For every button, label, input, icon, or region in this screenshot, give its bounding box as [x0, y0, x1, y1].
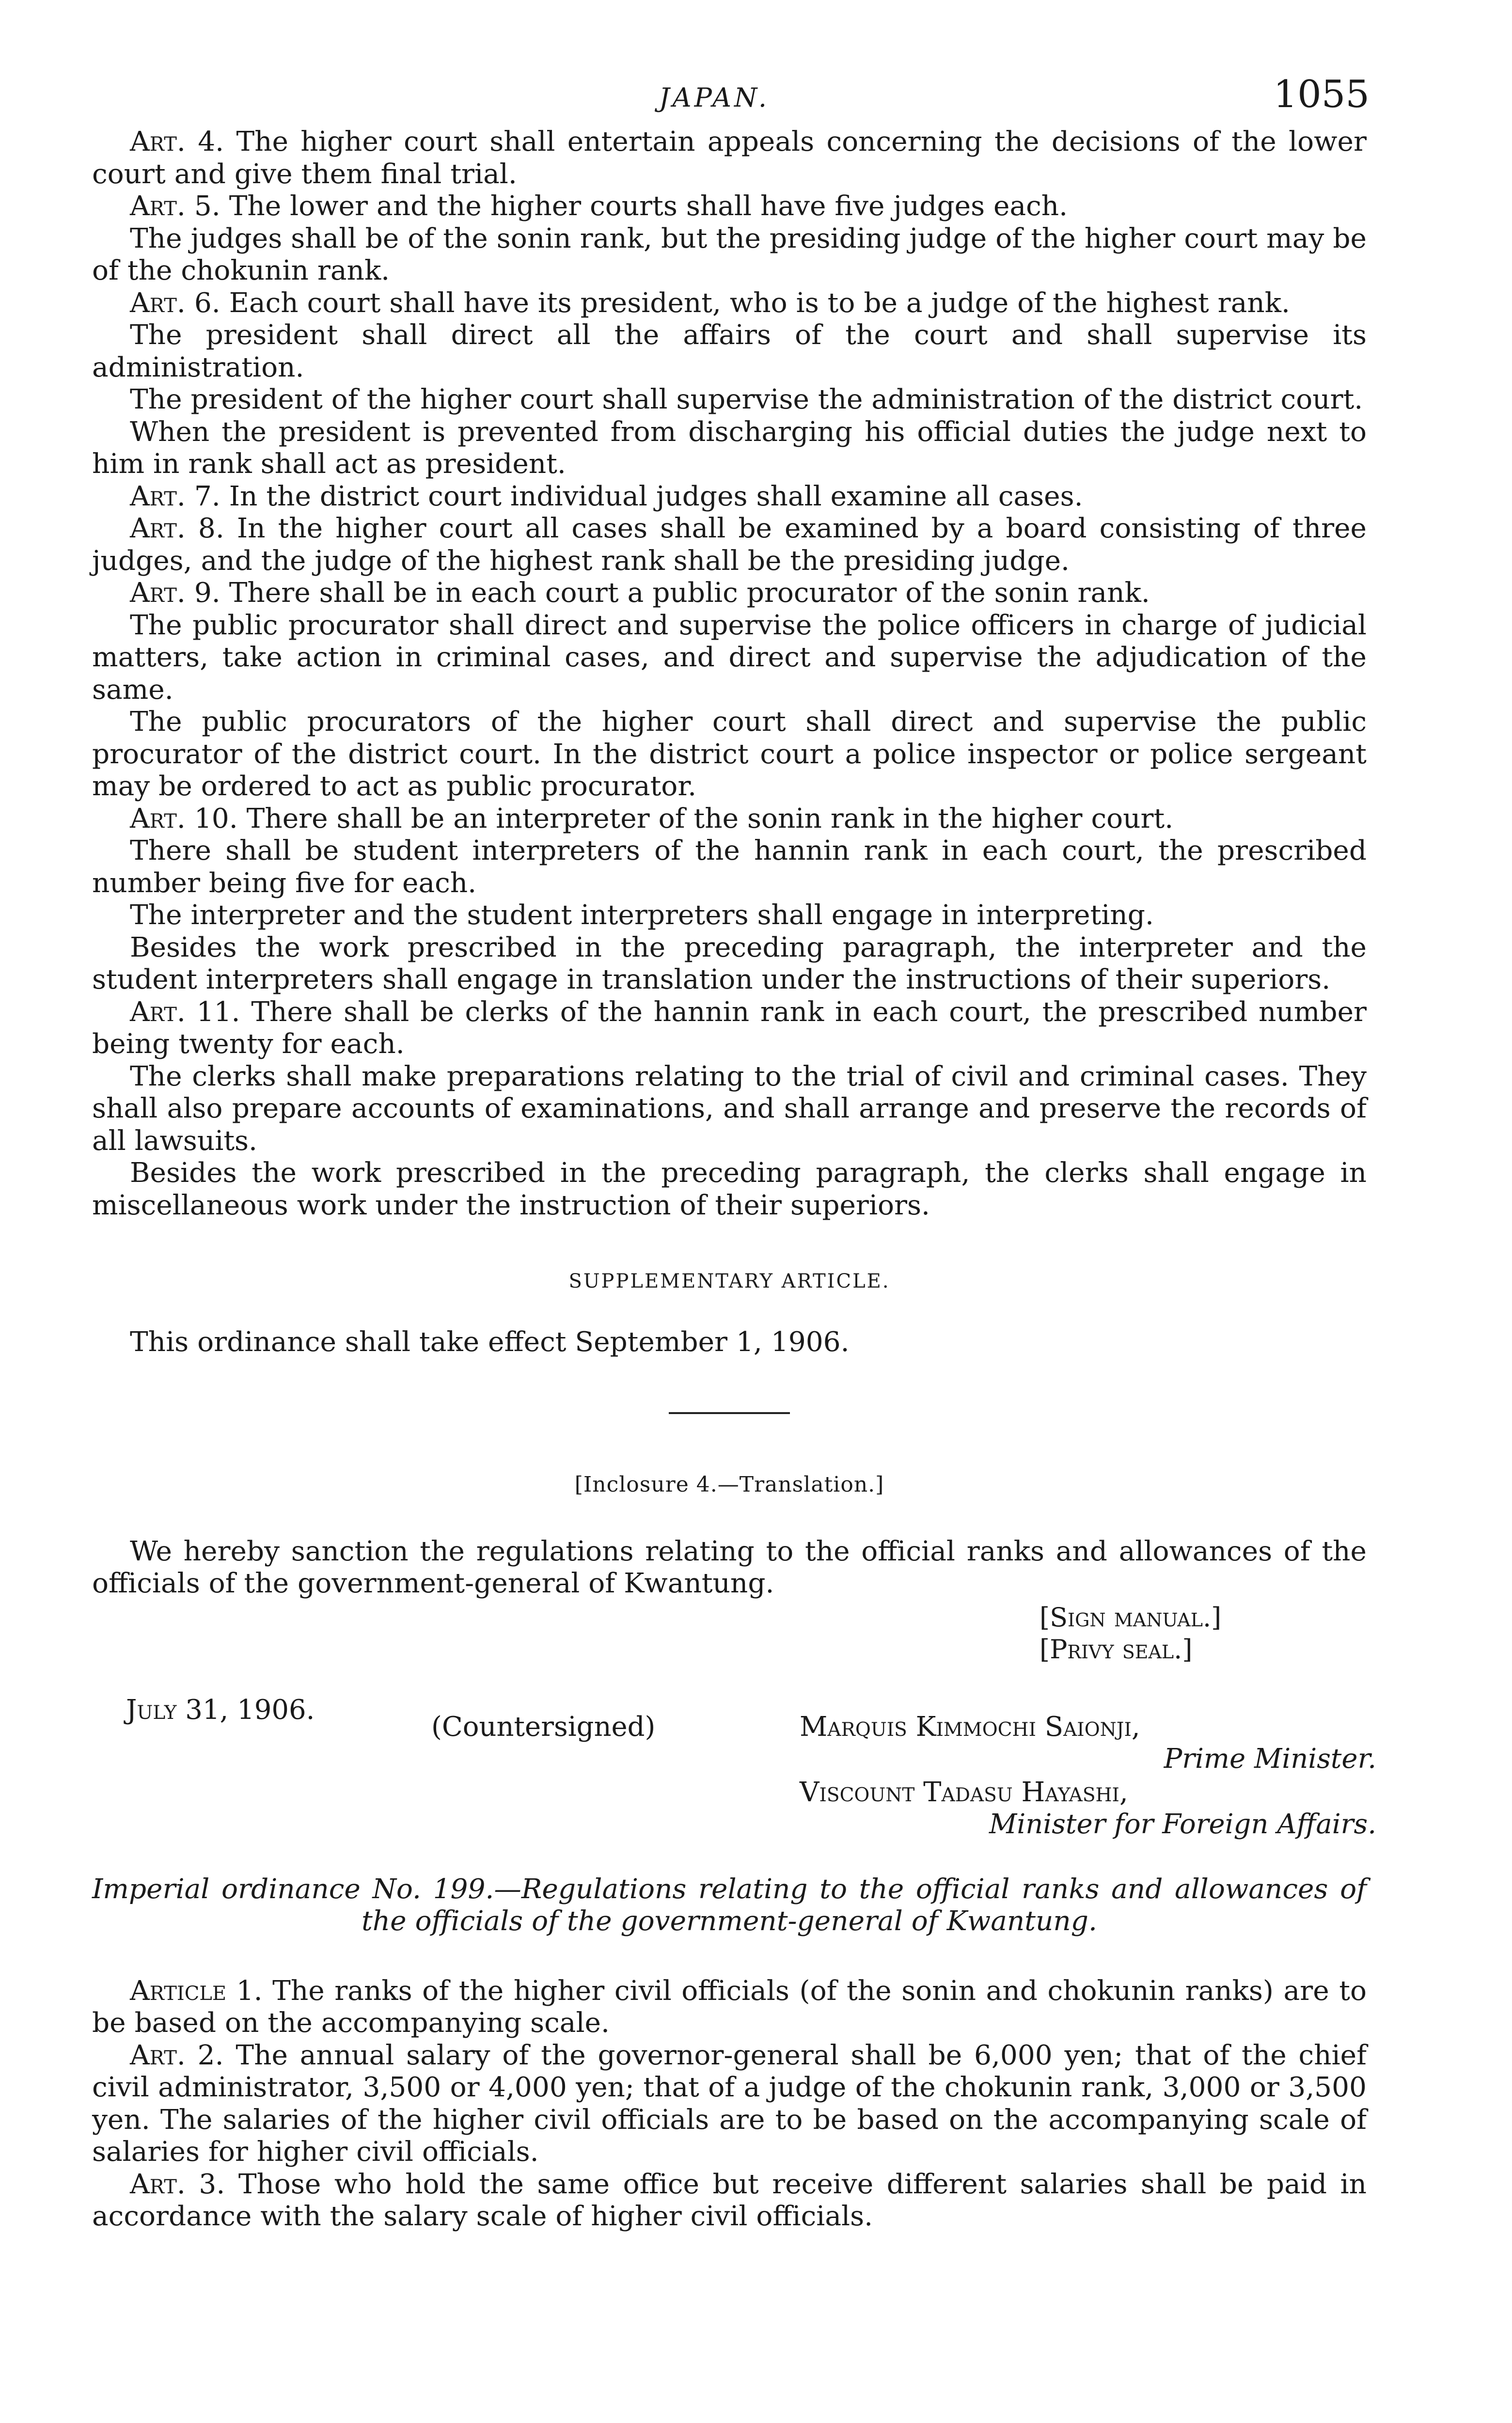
paragraph: [92, 513, 1367, 577]
article-label: Art. 8.: [130, 513, 224, 544]
paragraph: [92, 481, 1367, 513]
paragraph: [92, 416, 1367, 481]
articles-top: [92, 126, 1367, 1222]
signer-name: Marquis Kimmochi Saionji,: [800, 1711, 1140, 1743]
paragraph-text: The interpreter and the student interpreters shall engage in interpreting.: [130, 899, 1154, 931]
paragraph: [92, 835, 1367, 899]
paragraph: [92, 899, 1367, 932]
article-label: Art. 6.: [130, 287, 220, 319]
paragraph-text: When the president is prevented from discharging his official duties the judge next to him in rank shall act as president.: [92, 416, 1367, 480]
paragraph: [92, 1975, 1367, 2040]
article-label: Art. 4.: [130, 126, 224, 157]
paragraph-text: Those who hold the same office but receive different salaries shall be paid in accordance with the salary scale of higher civil officials.: [92, 2168, 1367, 2232]
ordinance-title: Imperial ordinance No. 199.—Regulations relating to the official ranks and allowances of the officials of the government-general of Kwantung.: [92, 1873, 1367, 1937]
article-label: Art. 3.: [130, 2168, 225, 2200]
paragraph-text: The annual salary of the governor-general shall be 6,000 yen; that of the chief civil administrator, 3,500 or 4,000 yen; that of a judge of the chokunin rank, 3,000 or 3,500 yen. The salaries of the higher civil officials are to be based on the accompanying scale of salaries for higher civil officials.: [92, 2039, 1367, 2168]
article-label: Art. 7.: [130, 480, 220, 512]
paragraph-text: The public procurators of the higher court shall direct and supervise the public procurator of the district court. In the district court a police inspector or police sergeant may be ordered to act as public procurator.: [92, 706, 1367, 802]
paragraph: [92, 2040, 1367, 2169]
article-label: Art. 9.: [130, 577, 220, 609]
paragraph: [92, 932, 1367, 996]
paragraph-text: There shall be in each court a public procurator of the sonin rank.: [220, 577, 1150, 609]
paragraph-text: The judges shall be of the sonin rank, but the presiding judge of the higher court may be of the chokunin rank.: [92, 222, 1367, 286]
effective-date-text: This ordinance shall take effect September 1, 1906.: [130, 1326, 850, 1358]
article-label: Art. 11.: [130, 996, 240, 1028]
privy-seal: [Privy seal.]: [1040, 1634, 1193, 1665]
page-number: 1055: [1273, 73, 1370, 116]
signer-title: Minister for Foreign Affairs.: [989, 1808, 1376, 1840]
paragraph-text: Besides the work prescribed in the preceding paragraph, the clerks shall engage in miscellaneous work under the instruction of their superiors.: [92, 1157, 1367, 1221]
paragraph: [92, 287, 1367, 320]
paragraph-text: The higher court shall entertain appeals concerning the decisions of the lower court and give them final trial.: [92, 126, 1367, 190]
paragraph-text: The lower and the higher courts shall have five judges each.: [220, 190, 1068, 222]
sanction-date: July 31, 1906.: [126, 1694, 315, 1726]
signer-name: Viscount Tadasu Hayashi,: [800, 1776, 1128, 1808]
inclosure-heading: [Inclosure 4.—Translation.]: [574, 1472, 884, 1497]
paragraph: [92, 577, 1367, 610]
paragraph: [92, 384, 1367, 416]
sanction-text: We hereby sanction the regulations relating to the official ranks and allowances of the officials of the government-general of Kwantung.: [92, 1535, 1367, 1599]
article-label: Art. 2.: [130, 2039, 224, 2071]
signer-title: Prime Minister.: [1164, 1743, 1376, 1775]
page-header: [92, 73, 1370, 126]
supplementary-heading: SUPPLEMENTARY ARTICLE.: [568, 1270, 890, 1292]
paragraph-text: The president shall direct all the affairs of the court and shall supervise its administration.: [92, 319, 1367, 383]
document-page: [92, 73, 1376, 2233]
signature-block: [92, 1602, 1376, 1873]
paragraph: [92, 190, 1367, 223]
paragraph-text: Each court shall have its president, who is to be a judge of the highest rank.: [220, 287, 1290, 319]
paragraph: [92, 126, 1367, 190]
paragraph-text: The public procurator shall direct and supervise the police officers in charge of judicial matters, take action in criminal cases, and direct and supervise the adjudication of the same.: [92, 609, 1367, 706]
running-title: JAPAN.: [659, 82, 770, 113]
paragraph-text: There shall be clerks of the hannin rank in each court, the prescribed number being twenty for each.: [92, 996, 1367, 1060]
paragraph: [92, 610, 1367, 707]
paragraph-text: The president of the higher court shall supervise the administration of the district court.: [130, 384, 1363, 415]
article-label: Art. 10.: [130, 802, 238, 834]
paragraph: [92, 706, 1367, 803]
paragraph: [92, 319, 1367, 384]
sign-manual: [Sign manual.]: [1040, 1602, 1222, 1633]
section-divider: [669, 1412, 790, 1414]
paragraph: [92, 1061, 1367, 1158]
countersigned-label: (Countersigned): [431, 1711, 656, 1743]
paragraph-text: There shall be student interpreters of the hannin rank in each court, the prescribed number being five for each.: [92, 835, 1367, 899]
articles-bottom: [92, 1975, 1367, 2233]
paragraph-text: The ranks of the higher civil officials (of the sonin and chokunin ranks) are to be based on the accompanying scale.: [92, 1975, 1367, 2039]
paragraph-text: There shall be an interpreter of the sonin rank in the higher court.: [237, 802, 1174, 834]
paragraph-text: Besides the work prescribed in the preceding paragraph, the interpreter and the student interpreters shall engage in translation under the instructions of their superiors.: [92, 931, 1367, 995]
paragraph-text: The clerks shall make preparations relating to the trial of civil and criminal cases. They shall also prepare accounts of examinations, and shall arrange and preserve the records of all lawsuits.: [92, 1060, 1367, 1157]
article-label: Art. 5.: [130, 190, 220, 222]
paragraph: [92, 2169, 1367, 2233]
paragraph: [92, 803, 1367, 835]
article-label: Article 1.: [130, 1975, 263, 2007]
paragraph-text: In the higher court all cases shall be examined by a board consisting of three judges, and the judge of the highest rank shall be the presiding judge.: [92, 513, 1367, 577]
paragraph: [92, 1157, 1367, 1222]
paragraph-text: In the district court individual judges shall examine all cases.: [220, 480, 1083, 512]
paragraph: [92, 223, 1367, 287]
paragraph: [92, 996, 1367, 1061]
